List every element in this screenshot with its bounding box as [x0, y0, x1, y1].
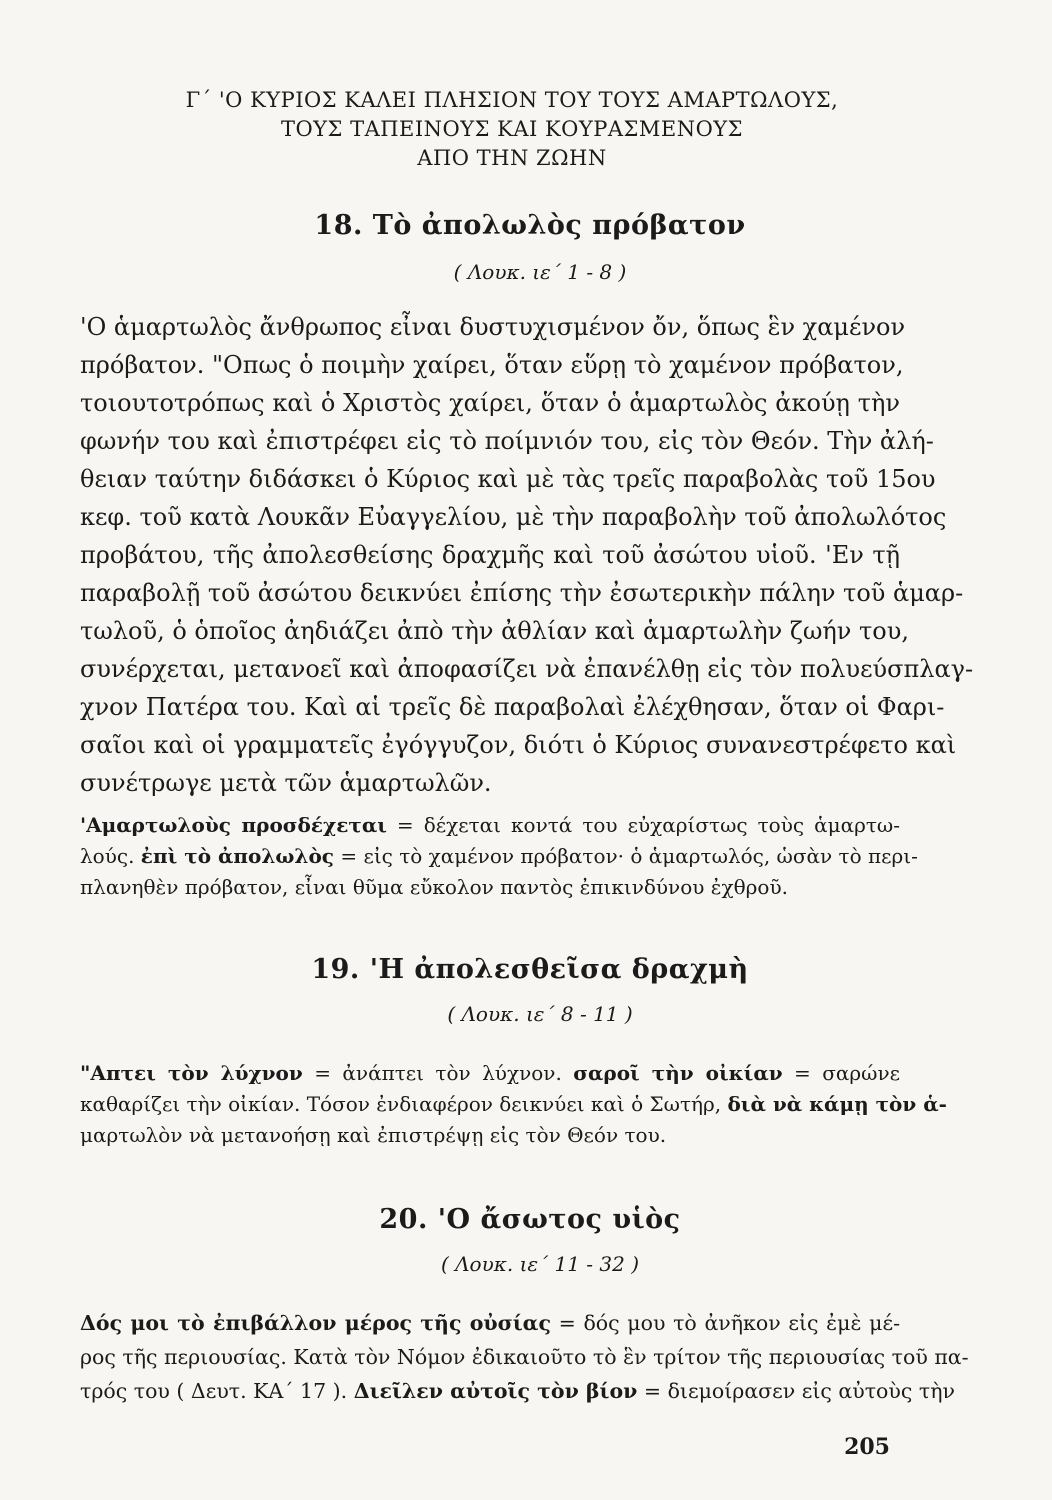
section-18-heading: 18. Τὸ ἀπολωλὸς πρόβατον	[314, 210, 746, 241]
body-line: θειαν ταύτην διδάσκει ὁ Κύριος καὶ μὲ τὰς τρεῖς παραβολὰς τοῦ 15ου	[80, 465, 936, 493]
page-number: 205	[844, 1434, 890, 1460]
glossary-line	[80, 1089, 947, 1120]
glossary-definition: = εἰς τὸ χαμένον πρόβατον· ὁ ἁμαρτωλός, ὡσὰν τὸ περι-	[333, 844, 918, 868]
glossary-definition: = σαρώνε	[782, 1061, 901, 1085]
chapter-title-line-3: ΑΠΟ ΤΗΝ ΖΩΗΝ	[417, 146, 607, 170]
glossary-text: καθαρίζει τὴν οἰκίαν. Τόσον ἐνδιαφέρον δεικνύει καὶ ὁ Σωτήρ,	[80, 1092, 728, 1116]
glossary-line: μαρτωλὸν νὰ μετανοήσῃ καὶ ἐπιστρέψῃ εἰς τὸν Θεόν του.	[80, 1123, 667, 1147]
glossary-term: Δός μοι τὸ ἐπιβάλλον μέρος τῆς οὐσίας	[80, 1311, 551, 1335]
glossary-line: πλανηθὲν πρόβατον, εἶναι θῦμα εὔκολον παντὸς ἐπικινδύνου ἐχθροῦ.	[80, 875, 788, 899]
section-19-heading: 19. 'Η ἀπολεσθεῖσα δραχμὴ	[311, 954, 749, 985]
section-19-glossary	[80, 1058, 947, 1151]
section-18-body	[80, 308, 974, 802]
body-line: σαῖοι καὶ οἱ γραμματεῖς ἐγόγγυζον, διότι ὁ Κύριος συνανεστρέφετο καὶ	[80, 731, 957, 759]
section-20-reference: ( Λουκ. ιε΄ 11 - 32 )	[440, 1252, 640, 1276]
glossary-text: λούς.	[80, 844, 141, 868]
body-line: φωνήν του καὶ ἐπιστρέφει εἰς τὸ ποίμνιόν του, εἰς τὸν Θεόν. Τὴν ἀλή-	[80, 427, 934, 455]
glossary-term: διὰ νὰ κάμῃ τὸν ἁ-	[727, 1092, 947, 1116]
glossary-term: Διεῖλεν αὐτοῖς τὸν βίον	[353, 1379, 638, 1403]
chapter-title-line-2: ΤΟΥΣ ΤΑΠΕΙΝΟΥΣ ΚΑΙ ΚΟΥΡΑΣΜΕΝΟΥΣ	[280, 117, 744, 141]
body-line: τωλοῦ, ὁ ὁποῖος ἀηδιάζει ἀπὸ τὴν ἀθλίαν καὶ ἁμαρτωλὴν ζωήν του,	[80, 617, 909, 645]
glossary-term: ἐπὶ τὸ ἀπολωλὸς	[140, 844, 334, 868]
section-18-glossary	[80, 810, 918, 903]
glossary-term: σαροῖ τὴν οἰκίαν	[573, 1061, 783, 1085]
glossary-line	[80, 841, 918, 872]
body-line: πρόβατον. "Οπως ὁ ποιμὴν χαίρει, ὅταν εὕρῃ τὸ χαμένον πρόβατον,	[80, 351, 904, 379]
glossary-line	[80, 1058, 900, 1089]
body-line: συνέρχεται, μετανοεῖ καὶ ἀποφασίζει νὰ ἐπανέλθῃ εἰς τὸν πολυεύσπλαγ-	[80, 655, 974, 683]
body-line: τοιουτοτρόπως καὶ ὁ Χριστὸς χαίρει, ὅταν ὁ ἁμαρτωλὸς ἀκούῃ τὴν	[80, 389, 900, 417]
chapter-title	[72, 86, 952, 173]
body-line: 'Ο ἁμαρτωλὸς ἄνθρωπος εἶναι δυστυχισμένον ὄν, ὅπως ἓν χαμένον	[80, 313, 906, 341]
glossary-definition: = ἀνάπτει τὸν λύχνον.	[302, 1061, 574, 1085]
section-19-reference: ( Λουκ. ιε΄ 8 - 11 )	[447, 1002, 633, 1026]
body-line: προβάτου, τῆς ἀπολεσθείσης δραχμῆς καὶ τοῦ ἀσώτου υἱοῦ. 'Εν τῇ	[80, 541, 900, 569]
glossary-term: "Απτει τὸν λύχνον	[80, 1061, 303, 1085]
body-line: συνέτρωγε μετὰ τῶν ἁμαρτωλῶν.	[80, 769, 492, 797]
body-line: κεφ. τοῦ κατὰ Λουκᾶν Εὐαγγελίου, μὲ τὴν παραβολὴν τοῦ ἀπολωλότος	[80, 503, 947, 531]
glossary-definition: = δός μου τὸ ἀνῆκον εἰς ἐμὲ μέ-	[550, 1311, 901, 1335]
section-20-heading: 20. 'Ο ἄσωτος υἱὸς	[379, 1204, 681, 1235]
glossary-line: ρος τῆς περιουσίας. Κατὰ τὸν Νόμον ἐδικαιοῦτο τὸ ἓν τρίτον τῆς περιουσίας τοῦ πα-	[80, 1345, 969, 1369]
glossary-line	[80, 1306, 900, 1340]
body-line: παραβολῇ τοῦ ἀσώτου δεικνύει ἐπίσης τὴν ἐσωτερικὴν πάλην τοῦ ἁμαρ-	[80, 579, 964, 607]
section-20-glossary	[80, 1306, 969, 1408]
glossary-term: 'Αμαρτωλοὺς προσδέχεται	[80, 813, 387, 837]
glossary-line	[80, 810, 900, 841]
glossary-definition: = δέχεται κοντά του εὐχαρίστως τοὺς ἁμαρτω-	[386, 813, 901, 837]
glossary-text: τρός του ( Δευτ. ΚΑ΄ 17 ).	[80, 1379, 354, 1403]
chapter-title-line-1: Γ΄ 'Ο ΚΥΡΙΟΣ ΚΑΛΕΙ ΠΛΗΣΙΟΝ ΤΟΥ ΤΟΥΣ ΑΜΑΡΤΩΛΟΥΣ,	[185, 88, 839, 112]
section-18-reference: ( Λουκ. ιε΄ 1 - 8 )	[453, 260, 627, 284]
body-line: χνον Πατέρα του. Καὶ αἱ τρεῖς δὲ παραβολαὶ ἐλέχθησαν, ὅταν οἱ Φαρι-	[80, 693, 945, 721]
glossary-line	[80, 1374, 955, 1408]
glossary-definition: = διεμοίρασεν εἰς αὐτοὺς τὴν	[637, 1379, 955, 1403]
